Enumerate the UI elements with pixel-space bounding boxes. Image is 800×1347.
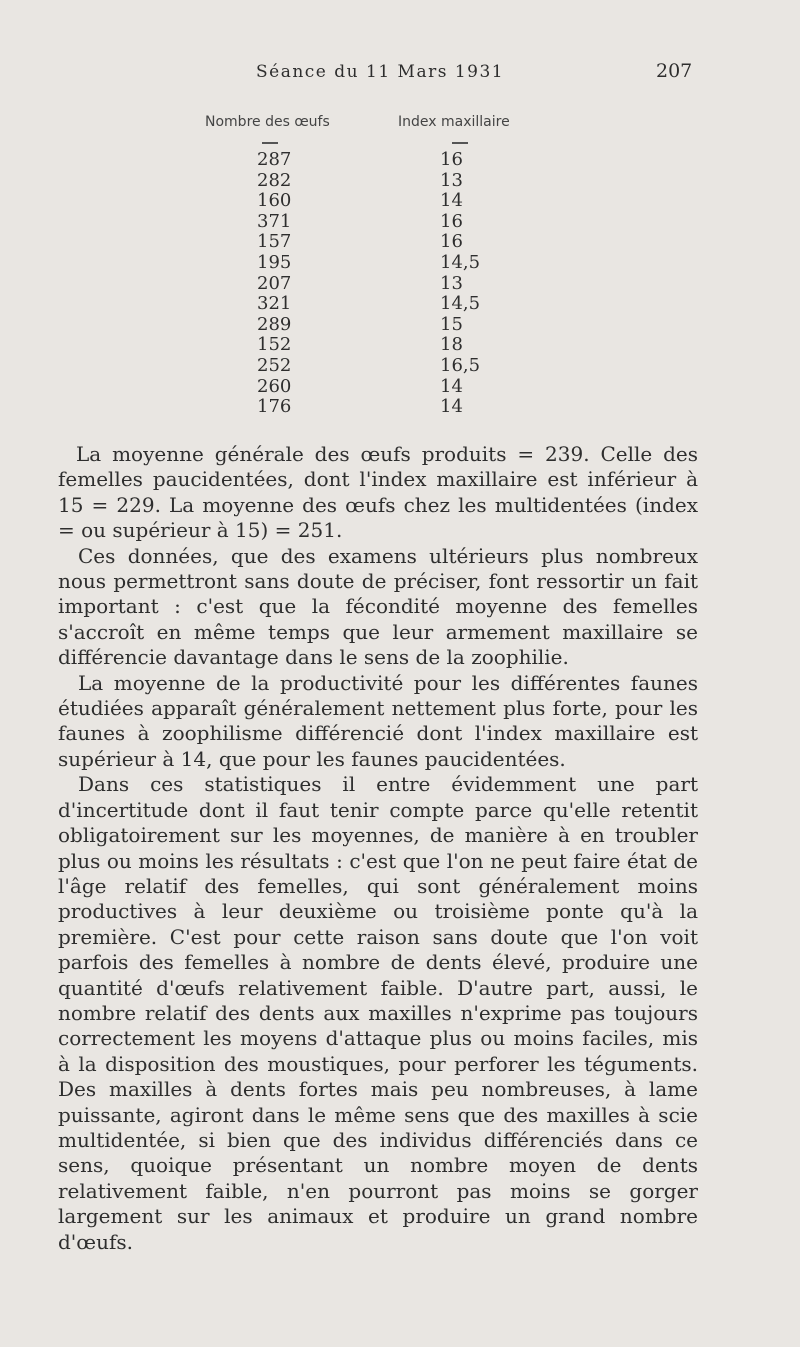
paragraph-faunas: La moyenne de la productivité pour les différentes faunes étudiées apparaît généralement nettement plus forte, pour les faunes à zoophilisme différencié dont l'index maxillaire est supérieur à 14, que pour les faunes paucidentées. bbox=[58, 670, 698, 771]
column-maxillary-index bbox=[398, 114, 528, 418]
column-dash bbox=[262, 142, 278, 144]
maxillary-index-cell: 14 bbox=[440, 375, 463, 397]
egg-count-cell: 282 bbox=[257, 169, 292, 191]
egg-count-cell: 321 bbox=[257, 293, 292, 315]
egg-count-cell: 289 bbox=[257, 313, 292, 335]
body-text bbox=[58, 442, 698, 1255]
egg-count-values bbox=[257, 150, 291, 418]
egg-count-cell: 252 bbox=[257, 354, 292, 376]
paragraph-uncertainty: Dans ces statistiques il entre évidemment une part d'incertitude dont il faut tenir compte parce qu'elle retentit obligatoirement sur les moyennes, de manière à en troubler plus ou moins les résultats : c'est que l'on ne peut faire état de l'âge relatif des femelles, qui sont généralement moins productives à leur deuxième ou troisième ponte qu'à la première. C'est pour cette raison sans doute que l'on voit parfois des femelles à nombre de dents élevé, produire une quantité d'œufs relativement faible. D'autre part, aussi, le nombre relatif des dents aux maxilles n'exprime pas toujours correctement les moyens d'attaque plus ou moins faciles, mis à la disposition des moustiques, pour perforer les téguments. Des maxilles à dents fortes mais peu nombreuses, à lame puissante, agiront dans le même sens que des maxilles à scie multidentée, si bien que des individus différenciés dans ce sens, quoique présentant un nombre moyen de dents relativement faible, n'en pourront pas moins se gorger largement sur les animaux et produire un grand nombre d'œufs. bbox=[58, 772, 698, 1254]
egg-count-cell: 176 bbox=[257, 396, 292, 418]
maxillary-index-cell: 14,5 bbox=[440, 293, 481, 315]
column-dash bbox=[452, 142, 468, 144]
maxillary-index-cell: 16,5 bbox=[440, 354, 481, 376]
maxillary-index-values bbox=[440, 150, 480, 418]
egg-count-cell: 371 bbox=[257, 210, 292, 232]
maxillary-index-cell: 16 bbox=[440, 231, 463, 253]
egg-count-cell: 260 bbox=[257, 375, 292, 397]
maxillary-index-cell: 15 bbox=[440, 313, 463, 335]
egg-count-cell: 287 bbox=[257, 149, 292, 170]
egg-count-cell: 160 bbox=[257, 190, 292, 212]
paragraph-average: La moyenne générale des œufs produits = 239. Celle des femelles paucidentées, dont l'index maxillaire est inférieur à 15 = 229. La moyenne des œufs chez les multidentées (index = ou supérieur à 15) = 251. bbox=[58, 442, 698, 543]
maxillary-index-cell: 13 bbox=[440, 272, 463, 294]
egg-count-cell: 152 bbox=[257, 334, 292, 356]
maxillary-index-cell: 16 bbox=[440, 149, 463, 170]
maxillary-index-cell: 13 bbox=[440, 169, 463, 191]
column-egg-count bbox=[205, 114, 345, 418]
column-header-egg-count: Nombre des œufs bbox=[205, 114, 330, 130]
page-header bbox=[0, 60, 800, 90]
egg-count-cell: 195 bbox=[257, 251, 292, 273]
page-number: 207 bbox=[656, 60, 693, 82]
running-head: Séance du 11 Mars 1931 bbox=[256, 62, 505, 82]
maxillary-index-cell: 14 bbox=[440, 396, 463, 418]
egg-count-cell: 207 bbox=[257, 272, 292, 294]
column-header-maxillary-index: Index maxillaire bbox=[398, 114, 510, 130]
maxillary-index-cell: 14,5 bbox=[440, 251, 481, 273]
maxillary-index-cell: 18 bbox=[440, 334, 463, 356]
maxillary-index-cell: 16 bbox=[440, 210, 463, 232]
maxillary-index-cell: 14 bbox=[440, 190, 463, 212]
egg-count-cell: 157 bbox=[257, 231, 292, 253]
paragraph-conclusion: Ces données, que des examens ultérieurs plus nombreux nous permettront sans doute de préciser, font ressortir un fait important : c'est que la fécondité moyenne des femelles s'accroît en même temps que leur armement maxillaire se différencie davantage dans le sens de la zoophilie. bbox=[58, 543, 698, 670]
